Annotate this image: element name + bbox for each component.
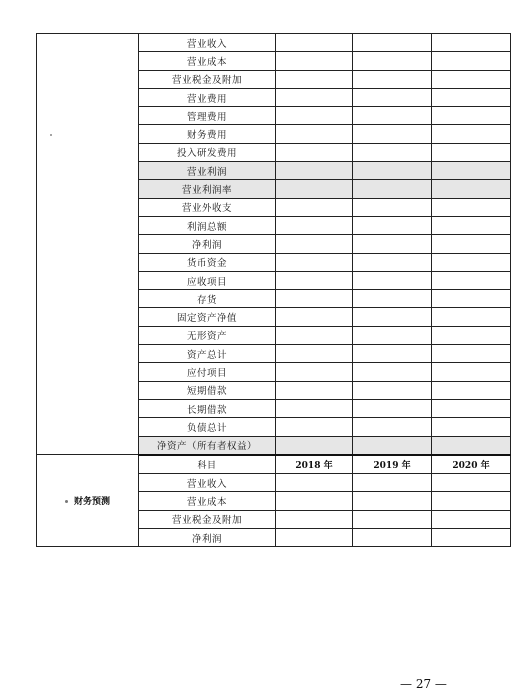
value-cell[interactable]: [353, 510, 432, 528]
value-cell[interactable]: [432, 107, 511, 125]
row-label: 存货: [139, 290, 276, 308]
value-cell[interactable]: [276, 529, 353, 547]
value-cell[interactable]: [353, 363, 432, 381]
row-label: 管理费用: [139, 107, 276, 125]
row-label: 货币资金: [139, 253, 276, 271]
value-cell[interactable]: [276, 125, 353, 143]
value-cell[interactable]: [353, 216, 432, 234]
row-label: 营业收入: [139, 34, 276, 52]
row-label: 短期借款: [139, 381, 276, 399]
row-label: 营业税金及附加: [139, 70, 276, 88]
value-cell[interactable]: [432, 162, 511, 180]
row-label: 无形资产: [139, 326, 276, 344]
value-cell[interactable]: [276, 88, 353, 106]
year-header: 2018 年: [276, 455, 353, 474]
value-cell[interactable]: [276, 235, 353, 253]
row-label: 营业利润率: [139, 180, 276, 198]
row-label: 资产总计: [139, 345, 276, 363]
value-cell[interactable]: [276, 52, 353, 70]
row-label: 应收项目: [139, 271, 276, 289]
value-cell[interactable]: [276, 399, 353, 417]
value-cell[interactable]: [353, 198, 432, 216]
value-cell[interactable]: [353, 88, 432, 106]
forecast-section-label: 财务预测: [73, 497, 110, 508]
row-label: 净利润: [139, 529, 276, 547]
value-cell[interactable]: [276, 363, 353, 381]
row-label: 应付项目: [139, 363, 276, 381]
value-cell[interactable]: [432, 436, 511, 455]
value-cell[interactable]: [432, 529, 511, 547]
value-cell[interactable]: [276, 107, 353, 125]
value-cell[interactable]: [432, 34, 511, 52]
value-cell[interactable]: [353, 418, 432, 436]
subject-header: 科目: [139, 455, 276, 474]
value-cell[interactable]: [353, 107, 432, 125]
row-label: 利润总额: [139, 216, 276, 234]
bullet-icon: [65, 500, 68, 503]
value-cell[interactable]: [276, 436, 353, 455]
value-cell[interactable]: [276, 34, 353, 52]
value-cell[interactable]: [276, 418, 353, 436]
row-label: 营业费用: [139, 88, 276, 106]
value-cell[interactable]: [353, 529, 432, 547]
value-cell[interactable]: [276, 474, 353, 492]
row-label: 营业收入: [139, 474, 276, 492]
financial-table-body: [37, 34, 511, 547]
row-label: 营业外收支: [139, 198, 276, 216]
row-label: 净利润: [139, 235, 276, 253]
value-cell[interactable]: [432, 399, 511, 417]
value-cell[interactable]: [432, 271, 511, 289]
value-cell[interactable]: [353, 492, 432, 510]
value-cell[interactable]: [432, 52, 511, 70]
value-cell[interactable]: [353, 308, 432, 326]
forecast-section-cell: [37, 455, 139, 547]
row-label: 净资产（所有者权益）: [139, 436, 276, 455]
value-cell[interactable]: [432, 290, 511, 308]
value-cell[interactable]: [276, 271, 353, 289]
value-cell[interactable]: [432, 418, 511, 436]
value-cell[interactable]: [276, 345, 353, 363]
value-cell[interactable]: [353, 125, 432, 143]
value-cell[interactable]: [276, 326, 353, 344]
value-cell[interactable]: [353, 345, 432, 363]
page-number: — 27 —: [400, 677, 447, 691]
value-cell[interactable]: [432, 363, 511, 381]
value-cell[interactable]: [353, 271, 432, 289]
value-cell[interactable]: [276, 308, 353, 326]
row-label: 营业成本: [139, 52, 276, 70]
value-cell[interactable]: [276, 70, 353, 88]
value-cell[interactable]: [353, 52, 432, 70]
value-cell[interactable]: [353, 235, 432, 253]
year-header: 2019 年: [353, 455, 432, 474]
value-cell[interactable]: [276, 290, 353, 308]
value-cell[interactable]: [276, 492, 353, 510]
financial-table: [36, 33, 511, 547]
value-cell[interactable]: [353, 474, 432, 492]
row-label: 长期借款: [139, 399, 276, 417]
value-cell[interactable]: [353, 436, 432, 455]
value-cell[interactable]: [432, 510, 511, 528]
value-cell[interactable]: [432, 253, 511, 271]
row-label: 固定资产净值: [139, 308, 276, 326]
value-cell[interactable]: [432, 381, 511, 399]
value-cell[interactable]: [432, 474, 511, 492]
value-cell[interactable]: [276, 143, 353, 161]
value-cell[interactable]: [276, 198, 353, 216]
value-cell[interactable]: [276, 510, 353, 528]
value-cell[interactable]: [276, 381, 353, 399]
value-cell[interactable]: [432, 216, 511, 234]
value-cell[interactable]: [432, 88, 511, 106]
value-cell[interactable]: [432, 180, 511, 198]
value-cell[interactable]: [353, 34, 432, 52]
value-cell[interactable]: [276, 253, 353, 271]
row-label: 投入研发费用: [139, 143, 276, 161]
value-cell[interactable]: [353, 253, 432, 271]
value-cell[interactable]: [353, 326, 432, 344]
section-label-cell: [37, 34, 139, 455]
year-header: 2020 年: [432, 455, 511, 474]
value-cell[interactable]: [432, 125, 511, 143]
table-row: [37, 34, 511, 52]
value-cell[interactable]: [432, 198, 511, 216]
value-cell[interactable]: [276, 162, 353, 180]
value-cell[interactable]: [353, 381, 432, 399]
value-cell[interactable]: [276, 180, 353, 198]
value-cell[interactable]: [353, 180, 432, 198]
row-label: 营业利润: [139, 162, 276, 180]
row-label: 财务费用: [139, 125, 276, 143]
value-cell[interactable]: [432, 492, 511, 510]
value-cell[interactable]: [432, 345, 511, 363]
value-cell[interactable]: [353, 162, 432, 180]
value-cell[interactable]: [353, 290, 432, 308]
row-label: 负债总计: [139, 418, 276, 436]
forecast-header-row: [37, 455, 511, 474]
value-cell[interactable]: [353, 399, 432, 417]
value-cell[interactable]: [432, 326, 511, 344]
value-cell[interactable]: [432, 235, 511, 253]
value-cell[interactable]: [432, 308, 511, 326]
row-label: 营业成本: [139, 492, 276, 510]
value-cell[interactable]: [353, 143, 432, 161]
value-cell[interactable]: [276, 216, 353, 234]
value-cell[interactable]: [432, 70, 511, 88]
row-label: 营业税金及附加: [139, 510, 276, 528]
value-cell[interactable]: [432, 143, 511, 161]
value-cell[interactable]: [353, 70, 432, 88]
